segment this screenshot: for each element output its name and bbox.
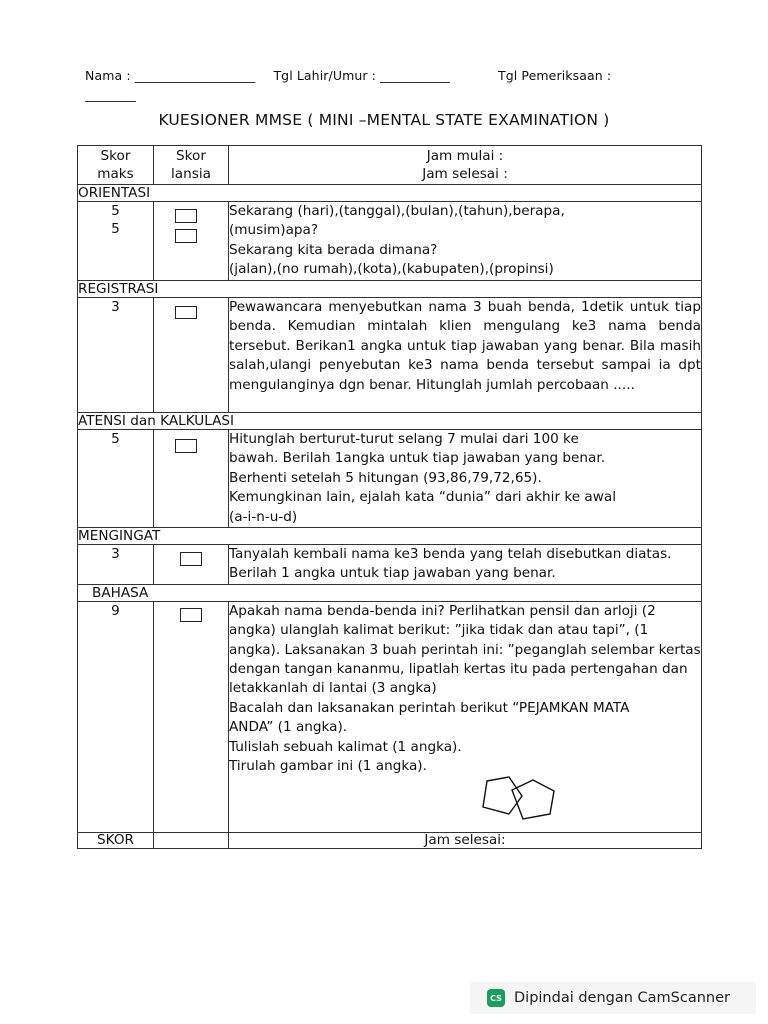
camscanner-watermark bbox=[470, 982, 756, 1014]
skor-maks-atensi: 5 bbox=[78, 430, 154, 528]
skor-lansia-atensi bbox=[154, 430, 229, 528]
question-atensi: Hitunglah berturut-turut selang 7 mulai dari 100 ke bawah. Berilah 1angka untuk tiap jawaban yang benar. Berhenti setelah 5 hitungan (93,86,79,72,65). Kemungkinan lain, ejalah kata “dunia” dari akhir ke awal (a-i-n-u-d) bbox=[229, 430, 702, 528]
tgl-pemeriksaan-field[interactable]: ________ bbox=[85, 87, 136, 102]
nama-field[interactable]: Nama : ___________________ bbox=[85, 68, 256, 83]
skor-maks-orientasi: 5 5 bbox=[78, 202, 154, 281]
jam-header bbox=[229, 146, 702, 185]
score-checkbox[interactable] bbox=[175, 229, 197, 243]
score-checkbox[interactable] bbox=[175, 306, 197, 319]
section-header-bahasa: BAHASA bbox=[78, 584, 702, 601]
pentagon-drawing bbox=[471, 774, 561, 822]
camscanner-logo-icon: CS bbox=[487, 989, 505, 1007]
skor-lansia-mengingat bbox=[154, 545, 229, 585]
table-row-atensi bbox=[78, 430, 702, 528]
skor-maks-header: Skor maks bbox=[78, 146, 154, 185]
skor-maks-bahasa: 9 bbox=[78, 601, 154, 832]
jam-selesai-label: Jam selesai : bbox=[422, 166, 508, 182]
skor-lansia-registrasi bbox=[154, 298, 229, 413]
table-footer-row bbox=[78, 832, 702, 848]
page-title: KUESIONER MMSE ( MINI –MENTAL STATE EXAMINATION ) bbox=[158, 111, 610, 129]
score-checkbox[interactable] bbox=[175, 439, 197, 453]
watermark-text: Dipindai dengan CamScanner bbox=[514, 990, 731, 1006]
question-orientasi: Sekarang (hari),(tanggal),(bulan),(tahun),berapa, (musim)apa? Sekarang kita berada dimana? (jalan),(no rumah),(kota),(kabupaten),(propinsi) bbox=[229, 202, 702, 281]
skor-lansia-header: Skor lansia bbox=[154, 146, 229, 185]
section-header-orientasi: ORIENTASI bbox=[78, 185, 702, 202]
skor-total-value[interactable] bbox=[154, 832, 229, 848]
question-bahasa: Apakah nama benda-benda ini? Perlihatkan pensil dan arloji (2 angka) ulanglah kalimat berikut: ”jika tidak dan atau tapi”, (1 angka). Laksanakan 3 buah perintah ini: ”peganglah selembar kertas dengan tangan kananmu, lipatlah kertas itu pada pertengahan dan letakkanlah di lantai (3 angka) Bacalah dan laksanakan perintah berikut “PEJAMKAN MATA ANDA” (1 angka). Tulislah sebuah kalimat (1 angka). Tirulah gambar ini (1 angka). bbox=[229, 601, 702, 832]
jam-mulai-label: Jam mulai : bbox=[426, 148, 504, 164]
tgl-lahir-field[interactable]: Tgl Lahir/Umur : ___________ bbox=[273, 68, 450, 83]
table-row-mengingat bbox=[78, 545, 702, 585]
jam-selesai-footer: Jam selesai: bbox=[229, 832, 702, 848]
skor-lansia-orientasi bbox=[154, 202, 229, 281]
score-checkbox[interactable] bbox=[180, 552, 202, 566]
table-row-registrasi bbox=[78, 298, 702, 413]
skor-maks-mengingat: 3 bbox=[78, 545, 154, 585]
patient-info-header bbox=[85, 66, 695, 104]
skor-maks-registrasi: 3 bbox=[78, 298, 154, 413]
section-header-registrasi: REGISTRASI bbox=[78, 281, 702, 298]
skor-lansia-bahasa bbox=[154, 601, 229, 832]
tgl-pemeriksaan-label: Tgl Pemeriksaan : bbox=[498, 68, 612, 83]
score-checkbox[interactable] bbox=[175, 209, 197, 223]
mmse-table bbox=[77, 145, 702, 849]
section-header-mengingat: MENGINGAT bbox=[78, 528, 702, 545]
table-header-row bbox=[78, 146, 702, 185]
table-row-orientasi bbox=[78, 202, 702, 281]
question-mengingat: Tanyalah kembali nama ke3 benda yang telah disebutkan diatas. Berilah 1 angka untuk tiap jawaban yang benar. bbox=[229, 545, 702, 585]
table-row-bahasa bbox=[78, 601, 702, 832]
question-registrasi: Pewawancara menyebutkan nama 3 buah benda, 1detik untuk tiap benda. Kemudian mintalah klien mengulang ke3 nama benda tersebut. Berikan1 angka untuk tiap jawaban yang benar. Bila masih salah,ulangi penyebutan ke3 nama benda tersebut sampai ia dpt mengulanginya dgn benar. Hitunglah jumlah percobaan ..... bbox=[229, 298, 702, 413]
skor-total-label: SKOR bbox=[78, 832, 154, 848]
section-header-atensi: ATENSI dan KALKULASI bbox=[78, 413, 702, 430]
score-checkbox[interactable] bbox=[180, 608, 202, 622]
